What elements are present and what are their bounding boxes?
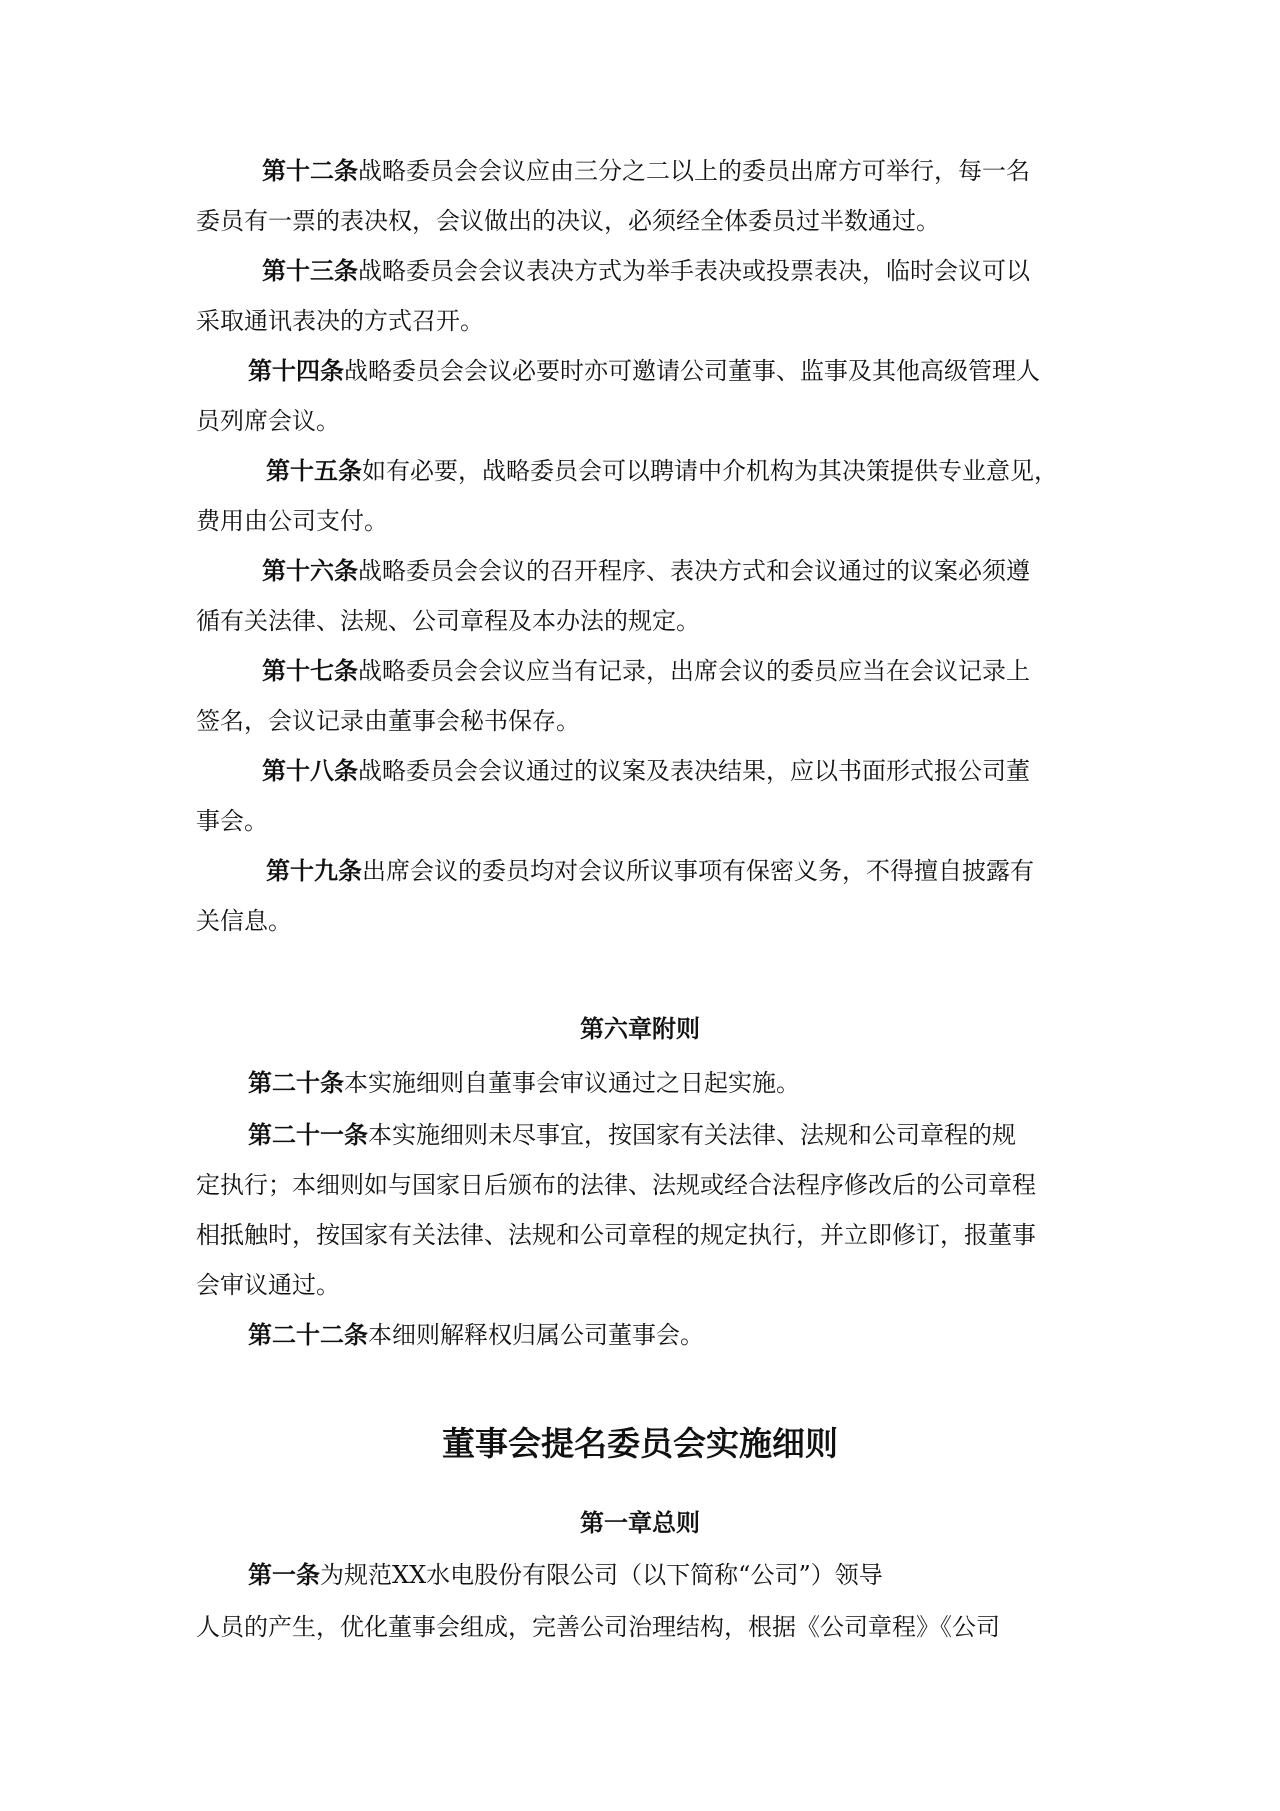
article-21-line-1: 第二十一条本实施细则未尽事宜，按国家有关法律、法规和公司章程的规 (248, 1121, 1016, 1149)
article-18-line-2: 事会。 (196, 807, 268, 835)
article-number: 第十二条 (262, 157, 358, 185)
article-number: 第一条 (248, 1561, 320, 1589)
article-21-line-3: 相抵触时，按国家有关法律、法规和公司章程的规定执行，并立即修订，报董事 (196, 1221, 1036, 1249)
article-12-line-2: 委员有一票的表决权，会议做出的决议，必须经全体委员过半数通过。 (196, 207, 940, 235)
article-17-line-1: 第十七条战略委员会会议应当有记录，出席会议的委员应当在会议记录上 (262, 657, 1030, 685)
article-number: 第十八条 (262, 757, 358, 785)
article-17-line-2: 签名，会议记录由董事会秘书保存。 (196, 707, 580, 735)
article-number: 第十三条 (262, 257, 358, 285)
article-16-line-1: 第十六条战略委员会会议的召开程序、表决方式和会议通过的议案必须遵 (262, 557, 1030, 585)
chapter-heading: 第一章总则 (580, 1509, 700, 1537)
article-22-line-1: 第二十二条本细则解释权归属公司董事会。 (248, 1321, 704, 1349)
article-18-line-1: 第十八条战略委员会会议通过的议案及表决结果，应以书面形式报公司董 (262, 757, 1030, 785)
article-16-line-2: 循有关法律、法规、公司章程及本办法的规定。 (196, 607, 700, 635)
article-number: 第十九条 (266, 857, 362, 885)
article-13-line-2: 采取通讯表决的方式召开。 (196, 307, 484, 335)
article-21-line-4: 会审议通过。 (196, 1271, 340, 1299)
article-number: 第二十一条 (248, 1121, 368, 1149)
article-12-line-1: 第十二条战略委员会会议应由三分之二以上的委员出席方可举行，每一名 (262, 157, 1030, 185)
article-15-line-2: 费用由公司支付。 (196, 507, 388, 535)
article-number: 第二十二条 (248, 1321, 368, 1349)
article-number: 第十六条 (262, 557, 358, 585)
article-20-line-1: 第二十条本实施细则自董事会审议通过之日起实施。 (248, 1069, 800, 1097)
article-number: 第二十条 (248, 1069, 344, 1097)
chapter-heading: 第六章附则 (580, 1015, 700, 1043)
article-number: 第十七条 (262, 657, 358, 685)
article-19-line-1: 第十九条出席会议的委员均对会议所议事项有保密义务，不得擅自披露有 (266, 857, 1034, 885)
article-21-line-2: 定执行；本细则如与国家日后颁布的法律、法规或经合法程序修改后的公司章程 (196, 1171, 1036, 1199)
article-14-line-1: 第十四条战略委员会会议必要时亦可邀请公司董事、监事及其他高级管理人 (248, 357, 1040, 385)
article-1-line-2: 人员的产生，优化董事会组成，完善公司治理结构，根据《公司章程》《公司 (196, 1613, 1000, 1641)
document-title: 董事会提名委员会实施细则 (442, 1424, 838, 1463)
article-number: 第十四条 (248, 357, 344, 385)
article-13-line-1: 第十三条战略委员会会议表决方式为举手表决或投票表决，临时会议可以 (262, 257, 1030, 285)
article-1-line-1: 第一条为规范XX水电股份有限公司（以下简称“公司”）领导 (248, 1561, 883, 1589)
article-number: 第十五条 (266, 457, 362, 485)
article-14-line-2: 员列席会议。 (196, 407, 340, 435)
article-19-line-2: 关信息。 (196, 907, 292, 935)
article-15-line-1: 第十五条如有必要，战略委员会可以聘请中介机构为其决策提供专业意见， (266, 457, 1058, 485)
